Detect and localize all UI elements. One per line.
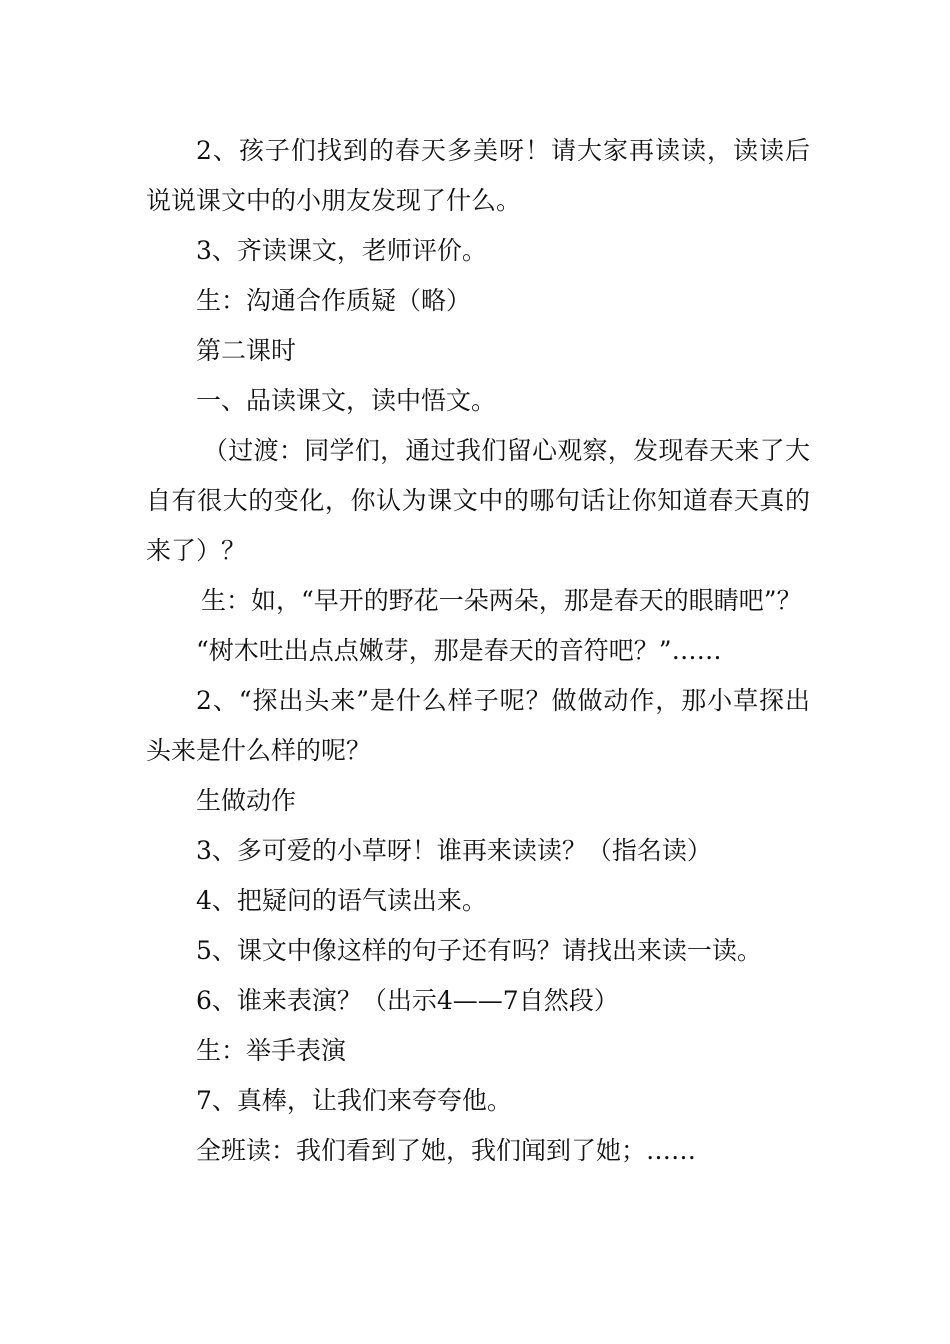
paragraph: 4、把疑问的语气读出来。: [196, 886, 487, 915]
section-heading: 第二课时: [196, 336, 297, 365]
paragraph: 一、品读课文，读中悟文。: [196, 386, 497, 415]
paragraph: 3、多可爱的小草呀！谁再来读读？（指名读）: [196, 836, 712, 865]
paragraph: 2、孩子们找到的春天多美呀！请大家再读读，读读后说说课文中的小朋友发现了什么。: [146, 136, 810, 215]
paragraph: “树木吐出点点嫩芽，那是春天的音符吧？”……: [196, 636, 722, 665]
paragraph: 生：如，“早开的野花一朵两朵，那是春天的眼睛吧”？: [201, 586, 802, 615]
paragraph: 生做动作: [196, 786, 297, 815]
paragraph: 全班读：我们看到了她，我们闻到了她；……: [196, 1136, 697, 1165]
paragraph: （过渡：同学们，通过我们留心观察，发现春天来了大自有很大的变化，你认为课文中的哪句话让你知道春天真的来了）？: [146, 436, 810, 565]
paragraph: 6、谁来表演？（出示4——7自然段）: [196, 986, 619, 1015]
paragraph: 3、齐读课文，老师评价。: [196, 236, 487, 265]
document-body: [146, 126, 810, 1176]
paragraph: 7、真棒，让我们来夸夸他。: [196, 1086, 512, 1115]
paragraph: 生：沟通合作质疑（略）: [196, 286, 472, 315]
paragraph: 5、课文中像这样的句子还有吗？请找出来读一读。: [196, 936, 762, 965]
paragraph: 生：举手表演: [196, 1036, 347, 1065]
paragraph: 2、“探出头来”是什么样子呢？做做动作，那小草探出头来是什么样的呢？: [146, 686, 810, 765]
